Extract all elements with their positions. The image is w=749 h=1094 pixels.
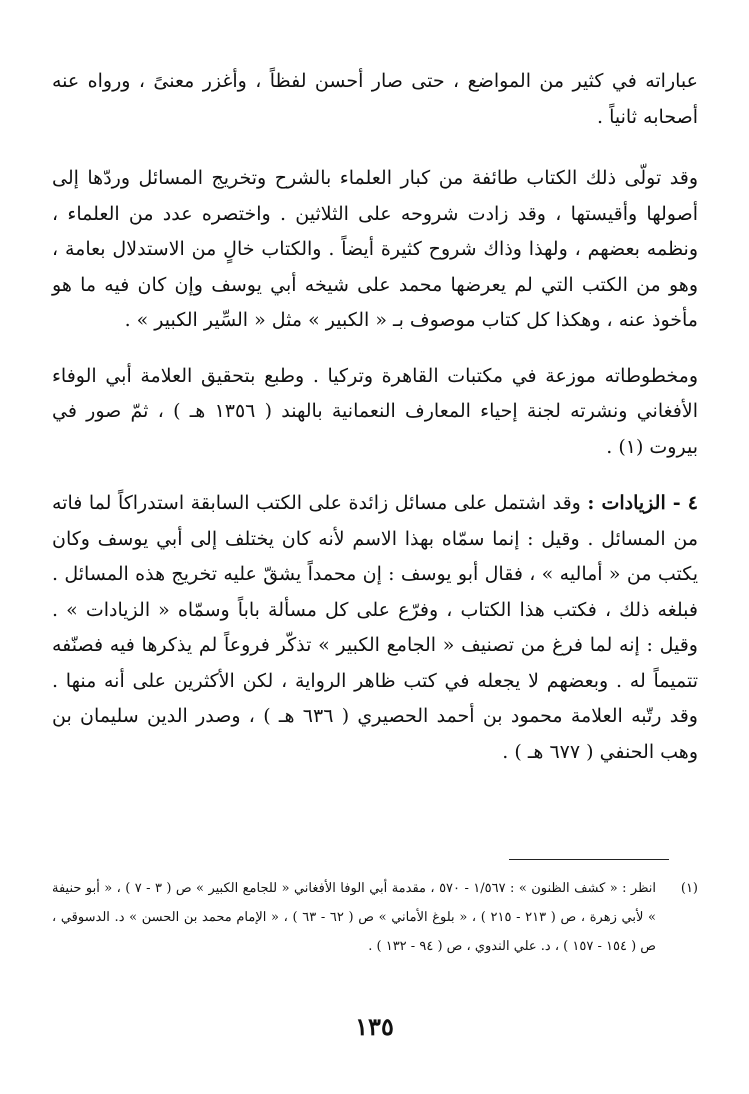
paragraph-2: وقد تولّى ذلك الكتاب طائفة من كبار العلماء بالشرح وتخريج المسائل وردّها إلى أصولها وأقيستها ، وقد زادت شروحه على الثلاثين . واختصره عدد من العلماء ، ونظمه بعضهم ، ولهذا وذاك شروح كثيرة أيضاً . والكتاب خالٍ من الاستدلال بعامة ، وهو من الكتب التي لم يعرضها محمد على شيخه أبي يوسف وإن كان فيه ما هو مأخوذ عنه ، وهكذا كل كتاب موصوف بـ « الكبير » مثل « السِّير الكبير » . — [52, 167, 698, 331]
footnote-divider — [509, 859, 669, 860]
main-text — [52, 64, 698, 770]
page-number: ١٣٥ — [355, 1012, 394, 1041]
footnote-1 — [52, 874, 698, 961]
paragraph-1: عباراته في كثير من المواضع ، حتى صار أحسن لفظاً ، وأغزر معنىً ، ورواه عنه أصحابه ثانياً . — [52, 70, 698, 128]
paragraph-3: ومخطوطاته موزعة في مكتبات القاهرة وتركيا . وطبع بتحقيق العلامة أبي الوفاء الأفغاني ونشرته لجنة إحياء المعارف النعمانية بالهند ( ١٣٥٦ هـ ) ، ثمّ صور في بيروت (١) . — [52, 364, 698, 458]
footnote-number: (١) — [680, 881, 698, 896]
footnotes — [52, 874, 698, 961]
paragraph-4 — [52, 486, 698, 770]
section-heading-ziyadat: ٤ - الزيادات : — [587, 492, 699, 514]
footnote-text: انظر : « كشف الظنون » : ١/٥٦٧ - ٥٧٠ ، مقدمة أبي الوفا الأفغاني « للجامع الكبير » ص ( ٣ - ٧ ) ، « أبو حنيفة » لأبي زهرة ، ص ( ٢١٣ - ٢١٥ ) ، « بلوغ الأماني » ص ( ٦٢ - ٦٣ ) ، « الإمام محمد بن الحسن » د. الدسوقي ، ص ( ١٥٤ - ١٥٧ ) ، د. علي الندوي ، ص ( ٩٤ - ١٣٢ ) . — [52, 881, 656, 954]
paragraph-4-body: وقد اشتمل على مسائل زائدة على الكتب السابقة استدراكاً لما فاته من المسائل . وقيل : إنما سمّاه بهذا الاسم لأنه كان يختلف إلى أبي يوسف وكان يكتب من « أماليه » ، فقال أبو يوسف : إن محمداً يشقّ عليه تخريج هذه المسائل . فبلغه ذلك ، فكتب هذا الكتاب ، وفرّع على كل مسألة باباً وسمّاه « الزيادات » . وقيل : إنه لما فرغ من تصنيف « الجامع الكبير » تذكّر فروعاً لم يذكرها فيه فصنّفه تتميماً له . وبعضهم لا يجعله في كتب ظاهر الرواية ، لكن الأكثرين على أنه منها . وقد رتّبه العلامة محمود بن أحمد الحصيري ( ٦٣٦ هـ ) ، وصدر الدين سليمان بن وهب الحنفي ( ٦٧٧ هـ ) . — [52, 492, 698, 763]
